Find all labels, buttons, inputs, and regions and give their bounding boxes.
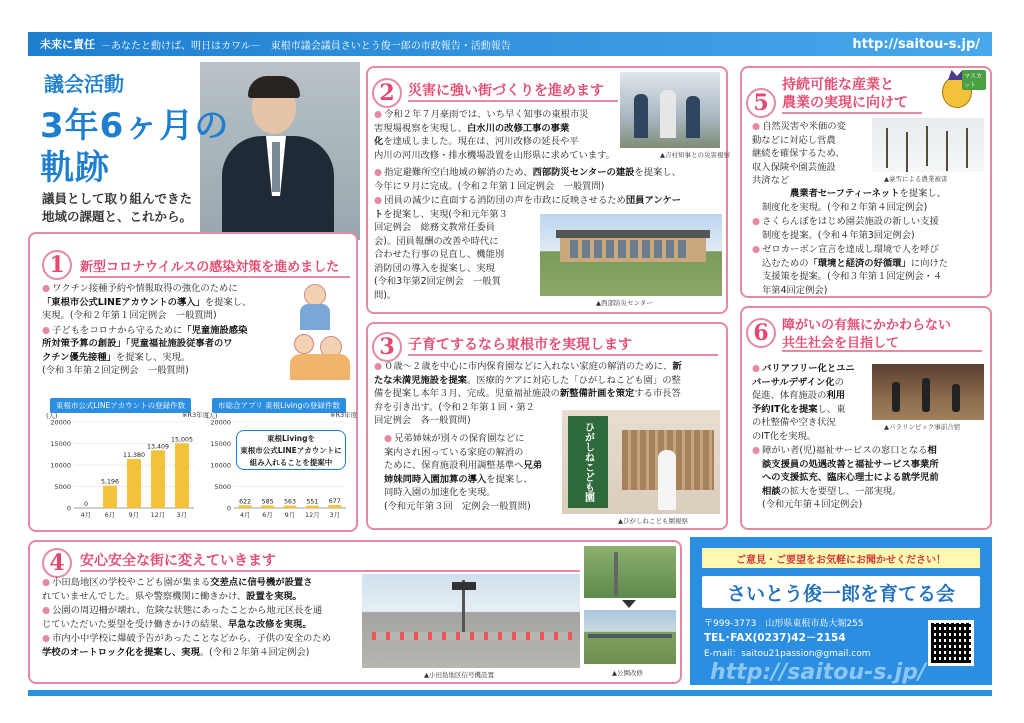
chart2-x-tick: 3月 <box>329 511 341 519</box>
chart1-x-tick: 9月 <box>128 511 140 519</box>
section-6-underline <box>782 350 982 352</box>
chart1-x-tick: 6月 <box>104 511 116 519</box>
section-2-text-a: ● 令和２年７月豪雨では、いち早く知事の東根市災 害現場視察を実現し、白水川の改修工事の事業 化を達成しました。現在は、河川改修の延長や平 内川の河川改修・排水機場設置を山形県に求めています。 <box>374 109 615 161</box>
section-6-text-b: ● 障がい者(児)福祉サービスの窓口となる相 談支援員の処遇改善と福祉サービス事業所 への支援拡充、臨床心理士による就学児前 相談の拡大を要望し、一部実現。 (令和元年第４回定例会) <box>752 445 939 510</box>
section-5-text-b: 農業者セーフティーネットを提案し、 制度化を実現。(令和２年第４回定例会) ● さくらんぼをはじめ園芸施設の新しい支援 制度を提案。(令和４年第3回定例会) ● ゼロカーボン宣言を達成し環境で人を呼び 込むための「環境と経済の好循環」に向けた 支援策を提案。(令和３年第１回定例会・４ 年第4回定例会) <box>752 188 948 296</box>
section-6-text-a: ● バリアフリー化とユニ バーサルデザイン化の 促進、体育施設の利用 予約IT化を提案し、東 の杜整備や空き状況 のIT化を実現。 <box>752 363 855 442</box>
contact-postal: 〒999-3773 山形県東根市島大堀255 <box>704 619 864 629</box>
traffic-signal-photo <box>362 574 580 668</box>
section-4-caption-2: ▲公園改修 <box>612 669 643 677</box>
contact-cta: ご意見・ご要望をお気軽にお聞かせください！ <box>702 548 980 568</box>
section-5-title-1: 持続可能な産業と <box>782 77 894 93</box>
section-2-title: 災害に強い街づくりを進めます <box>408 83 604 99</box>
section-3-text-b: ● 兄弟姉妹が別々の保育園などに 案内され困っている家庭の解消の ために、保育施設利用調整基準へ兄弟 姉妹同時入園加算の導入を提案し、 同時入園の加速化を実現。 (令和元年第３回 定例会一般質問) <box>384 433 543 512</box>
contact-tel: TEL･FAX(0237)42－2154 <box>704 632 846 644</box>
section-5-text-a: ● 自然災害や米価の変 動などに対応し営農 継続を確保するため、 収入保険や園芸施設 共済など <box>752 121 846 186</box>
section-2-text-b: ● 指定避難所空白地域の解消のため、西部防災センターの建設を提案し、 今年に９月に完成。(令和２年第１回定例会 一般質問) ● 団員の減少に直面する消防団の声を市政に反映させるため団員アンケー トを提案し、実現(令和元年第３ 回定例会 総務文教常任委員 会)。団員報酬の改善や時代に 合わせた行事の見直し、機能別 消防団の導入を提案し、実現 (令和3年第2回定例会 一般質 問)。 <box>374 167 682 301</box>
section-4-title: 安心安全な街に変えていきます <box>80 553 276 569</box>
chart2-x-tick: 12月 <box>305 511 320 519</box>
section-5-title-2: 農業の実現に向けて <box>782 95 908 111</box>
hero-photo <box>200 62 360 240</box>
chart1-svg <box>40 408 200 524</box>
section-2-caption-2: ▲西部防災センター <box>596 299 653 307</box>
family-illustration <box>290 282 352 382</box>
chart2-y-tick: 20000 <box>210 418 231 427</box>
kodomoen-photo <box>562 410 720 514</box>
contact-email[interactable]: E-mail：saitou21passion@gmail.com <box>704 649 871 659</box>
chart2-data-label: 585 <box>261 498 274 506</box>
arrow-down-icon <box>622 600 636 608</box>
header-url-link[interactable]: http://saitou-s.jp/ <box>852 36 980 52</box>
chart1-data-label: 15,005 <box>170 436 194 444</box>
chart2-x-tick: 9月 <box>284 511 296 519</box>
section-3-underline <box>408 354 718 356</box>
section-6-caption: ▲パラリンピック事前合宿 <box>884 423 961 431</box>
chart2-data-label: 551 <box>306 498 319 506</box>
organization-name: さいとう俊一郎を育てる会 <box>702 576 980 608</box>
kodomoen-sign: ひがしねこども園 <box>568 416 608 508</box>
chart1-title: 東根市公式LINEアカウントの登録件数 <box>50 398 191 413</box>
section-1-title: 新型コロナウイルスの感染対策を進めました <box>80 260 340 275</box>
chart2-year-note: ※R3年度 <box>330 411 358 419</box>
chart1-x-tick: 12月 <box>150 511 166 519</box>
chart1-data-label: 13,409 <box>146 443 170 451</box>
mascot-label: マスカット <box>962 70 986 90</box>
header-bar <box>28 32 992 56</box>
chart1-year-note: ※R3年度 <box>182 411 210 419</box>
chart1-data-label: 11,380 <box>122 452 146 460</box>
governor-visit-photo <box>620 72 720 148</box>
hero-title-main: 3年6ヶ月の <box>40 106 230 146</box>
chart1-y-tick: 10000 <box>50 461 71 470</box>
section-1-number: 1 <box>42 250 72 280</box>
chart2-x-tick: 4月 <box>239 511 251 519</box>
paralympic-photo <box>872 364 984 420</box>
chart2-bar <box>306 506 319 508</box>
section-2-number: 2 <box>372 78 402 108</box>
section-3-title: 子育てするなら東根市を実現します <box>408 337 632 353</box>
chart2-unit-label: (人) <box>206 412 218 420</box>
section-6-title-2: 共生社会を目指して <box>782 336 900 351</box>
hero-subtitle-line1: 議員として取り組んできた <box>42 191 193 206</box>
chart1-y-tick: 15000 <box>50 440 71 448</box>
chart1-y-tick: 5000 <box>54 483 71 491</box>
qr-code-icon[interactable] <box>928 620 974 666</box>
chart2-bar <box>284 506 297 508</box>
chart2-title: 市総合アプリ 東根Livingの登録件数 <box>212 398 346 413</box>
section-3-caption: ▲ひがしねこども園視察 <box>618 517 688 525</box>
chart1-bar <box>103 486 117 508</box>
chart2-y-tick: 15000 <box>210 440 231 448</box>
chart2-data-label: 622 <box>239 498 252 506</box>
hero-subtitle-line2: 地域の課題と、これから。 <box>42 209 193 224</box>
chart1-bar <box>127 459 141 508</box>
chart1-data-label: 0 <box>83 501 89 508</box>
section-5-caption: ▲豪雪による農業被害 <box>884 175 948 183</box>
chart1-x-tick: 3月 <box>176 511 188 519</box>
hero-title-sub: 軌跡 <box>40 148 110 188</box>
park-before-photo <box>584 546 676 598</box>
snow-damage-photo <box>872 118 984 172</box>
chart2-bar <box>261 505 274 508</box>
chart2-callout: 東根Livingを 東根市公式LINEアカウントに 組み入れることを提案中 <box>236 430 346 470</box>
hero-subtitle <box>42 190 192 226</box>
section-2-underline <box>408 100 618 102</box>
section-5-number: 5 <box>746 88 776 118</box>
section-4-caption-1: ▲小田島地区信号機設置 <box>424 671 494 679</box>
chart1-data-label: 5,196 <box>100 478 120 486</box>
section-1-underline <box>80 276 350 278</box>
header-tagline: －あなたと動けば、明日はカワル－ 東根市議会議員さいとう俊一郎の市政報告・活動報告 <box>101 40 511 52</box>
chart2-y-tick: 0 <box>226 504 231 513</box>
hero-title-label: 議会活動 <box>44 72 124 96</box>
chart2-bar <box>239 505 252 508</box>
chart2-data-label: 677 <box>328 498 341 506</box>
chart1-bar <box>151 450 165 508</box>
chart2-bar <box>328 505 341 508</box>
section-6-title-1: 障がいの有無にかかわらない <box>782 318 952 333</box>
section-2-caption-1: ▲吉村知事との災害視察 <box>660 151 730 159</box>
chart2-y-tick: 5000 <box>214 483 231 491</box>
chart1-unit-label: (人) <box>46 412 58 420</box>
park-after-photo <box>584 610 676 664</box>
section-4-number: 4 <box>42 548 72 578</box>
section-6-number: 6 <box>746 318 776 348</box>
chart2-data-label: 563 <box>283 498 297 506</box>
section-1-text: ● ワクチン接種予約や情報取得の強化のために 「東根市公式LINEアカウントの導入」を提案し、 実現。(令和２年第１回定例会 一般質問) ● 子どもをコロナから守るために「児童施設感染 所対策予算の創設」「児童福祉施設従事者のワ クチン優先接種」を提案し、実現。 (令和３年第２回定例会 一般質問) <box>42 283 252 376</box>
section-5-underline <box>782 112 922 114</box>
section-3-number: 3 <box>372 332 402 362</box>
chart1-x-tick: 4月 <box>80 511 92 519</box>
chart2-y-tick: 10000 <box>210 461 231 470</box>
disaster-center-photo <box>540 214 722 296</box>
section-4-text: ● 小田島地区の学校やこども園が集まる交差点に信号機が設置さ れていませんでした。県や警察機関に働きかけ、設置を実現。 ● 公園の周辺柵が壊れ、危険な状態にあったことから地元区長を通 じていただいた要望を受け働きかけの結果、早急な改修を実現。 ● 市内小中学校に爆破予告があったことなどから、子供の安全のため 学校のオートロック化を提案し、実現。(令和２年第４回定例会) <box>42 577 331 658</box>
footer-bar <box>28 690 992 696</box>
header-tagline-bold: 未来に責任 <box>40 38 95 51</box>
chart1-y-tick: 0 <box>66 504 71 513</box>
chart2-x-tick: 6月 <box>262 511 273 519</box>
footer-url-link[interactable]: http://saitou-s.jp/ <box>710 660 926 685</box>
chart1-bar <box>175 443 189 508</box>
mascot-illustration <box>926 68 986 116</box>
section-4-underline <box>80 570 580 572</box>
section-3-text-a: ● ０歳～２歳を中心に市内保育園などに入れない家庭の解消のために、新 たな未満児施設を提案。医療的ケアに対応した「ひがしねこども園」の整 備を提案し本年３月、完成。児童福祉施設の新整備計画を策定する市長答 弁を引き出す。(令和２年第１回・第２ 回定例会 各一般質問) <box>374 361 682 426</box>
chart1-y-tick: 20000 <box>50 418 71 427</box>
